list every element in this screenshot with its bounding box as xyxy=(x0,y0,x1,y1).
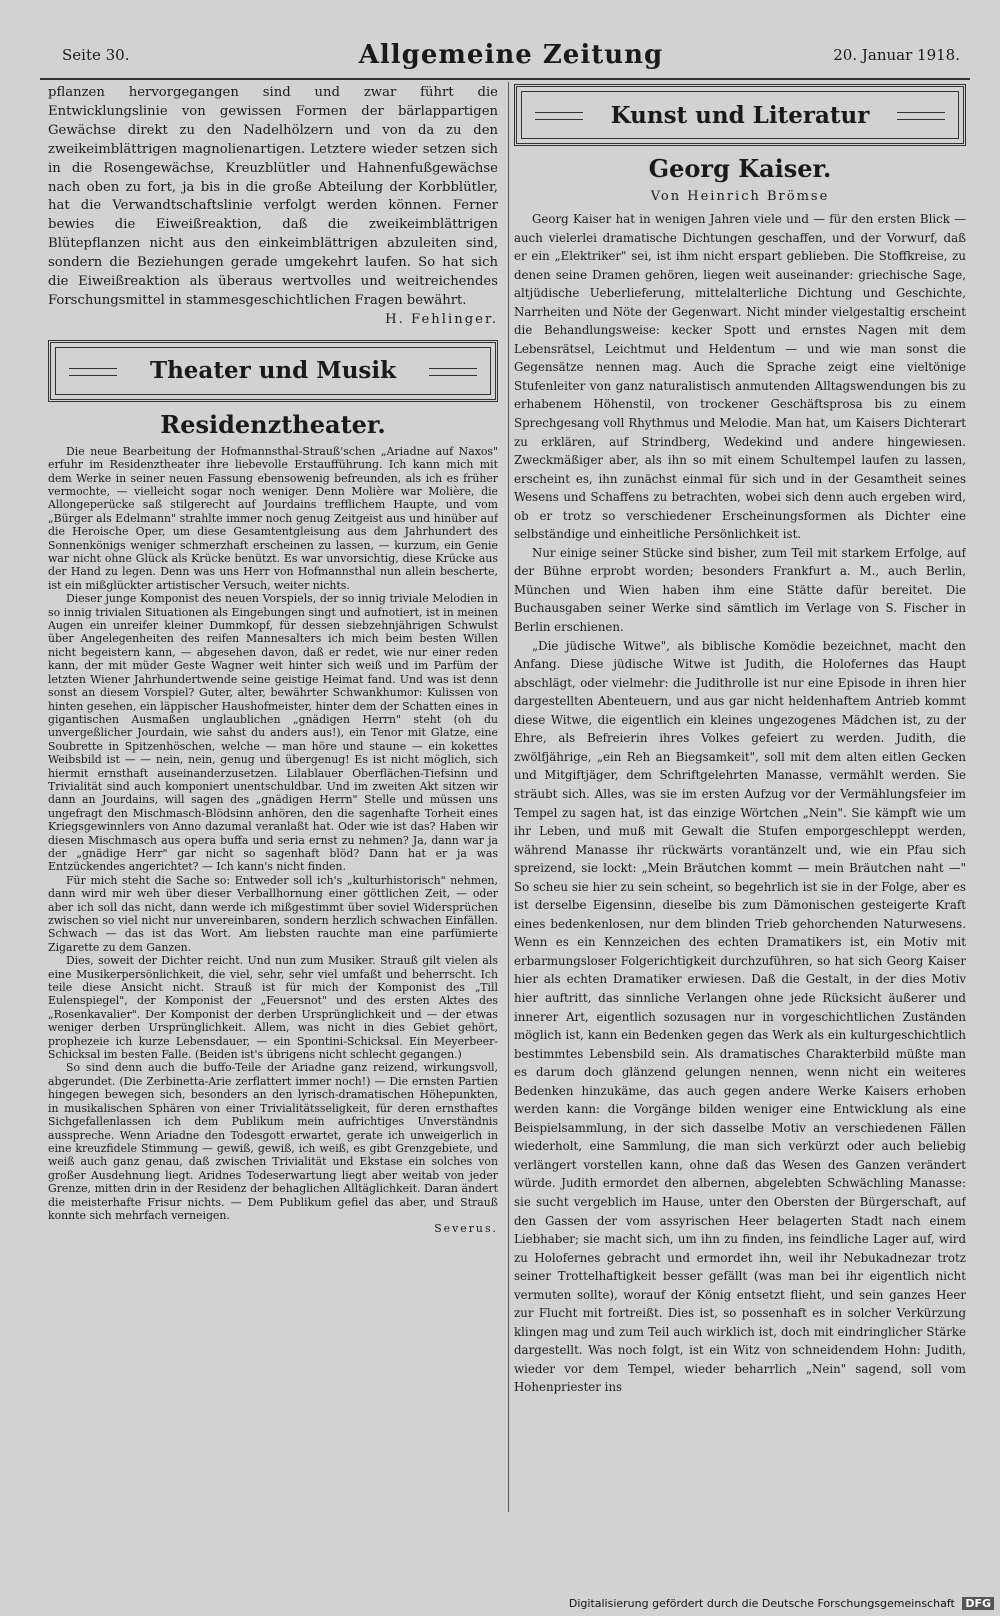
article-paragraph: Nur einige seiner Stücke sind bisher, zum Teil mit starkem Erfolge, auf der Bühne erprobt worden; besonders Frankfurt a. M., auch Berlin, München und Wien haben ihm eine Stätte dafür bereitet. Die Buchausgaben seiner Werke sind sämtlich im Verlage von S. Fischer in Berlin erschienen. xyxy=(514,545,966,635)
section-header-theater xyxy=(48,340,498,402)
credit-text: Digitalisierung gefördert durch die Deutsche Forschungsgemeinschaft xyxy=(568,1597,955,1610)
article-paragraph: „Die jüdische Witwe", als biblische Komödie bezeichnet, macht den Anfang. Diese jüdische Witwe ist Judith, die Holofernes das Haupt abschlägt, oder vielmehr: die Judithrolle ist nur eine Episode in ihren hier dargestellten Abenteuern, und aus gar nicht heldenhaftem Antrieb kommt diese Witwe, die eigentlich ein kleines ungezogenes Mädchen ist, zu der Ehre, als Befreierin ihres Volkes gefeiert zu werden. Judith, die zwölfjährige, „ein Reh an Biegsamkeit", soll mit dem alten eitlen Gecken und Mitgiftjäger, dem Schriftgelehrten Manasse, vermählt werden. Sie sträubt sich. Alles, was sie im ersten Aufzug vor der Vermählungsfeier im Tempel zu sagen hat, ist das einzige Wörtchen „Nein". Sie kämpft wie um ihr Leben, und muß mit Gewalt die Stufen emporgeschleppt werden, während Manasse ihr rückwärts vorantänzelt und, wie ein Pfau sich spreizend, sie lockt: „Mein Bräutchen kommt — mein Bräutchen naht —" So scheu sie hier zu sein scheint, so begehrlich ist sie in der Folge, aber es ist derselbe Eigensinn, dieselbe bis zum Dämonischen gesteigerte Kraft eines bedenkenlosen, nur dem blinden Trieb gehorchenden Naturwesens. Wenn es ein Kennzeichen des echten Dramatikers ist, ein Motiv mit erbarmungsloser Folgerichtigkeit durchzuführen, so hat sich Georg Kaiser hier als echten Dramatiker erwiesen. Daß die Gestalt, in der dies Motiv hier auftritt, das sinnliche Verlangen ohne jede Rücksicht äußerer und innerer Art, eigentlich sozusagen nur in vorgeschichtlichen Zuständen möglich ist, kann ein Bedenken gegen das Werk als ein kulturgeschichtlich bestimmtes Lebensbild sein. Als dramatisches Charakterbild müßte man es darum doch glänzend gelungen nennen, wenn nicht ein weiteres Bedenken hinzukäme, das auch gegen andere Werke Kaisers erhoben werden kann: die Vorgänge bilden weniger eine Entwicklung als eine Beispielsammlung, in der sich dasselbe Motiv an verschiedenen Fällen wiederholt, eine Sammlung, die man sich verkürzt oder auch beliebig verlängert vorstellen kann, ohne daß das Wesen des Ganzen verändert würde. Judith ermordet den albernen, abgelebten Schwächling Manasse: sie sucht vergeblich im Hause, unter den Obersten der Bürgerschaft, auf den Gassen der vom assyrischen Heer belagerten Stadt nach einem Liebhaber; sie macht sich, um ihn zu finden, ins feindliche Lager auf, wird zu Holofernes gebracht und ermordet ihn, weil ihr Nebukadnezar trotz seiner Trottelhaftigkeit besser gefällt (was man bei ihr eigentlich nicht vermuten sollte), worauf der König entsetzt flieht, und sein ganzes Heer zur Flucht mit fortreißt. Dies ist, so possenhaft es in solcher Verkürzung klingen mag und zum Teil auch wirklich ist, doch mit eindringlicher Stärke dargestellt. Was noch folgt, ist ein Witz von schneidendem Hohn: Judith, wieder vor dem Tempel, wieder beharrlich „Nein" sagend, soll vom Hohenpriester ins xyxy=(514,638,966,1395)
right-column xyxy=(514,84,966,1514)
article-paragraph: Dieser junge Komponist des neuen Vorspiels, der so innig triviale Melodien in so innig trivialen Situationen als Eingebungen singt und aufnotiert, ist in meinen Augen ein unreifer kleiner Dummkopf, für dessen siebzehnjährigen Schwulst über Angelegenheiten des reifen Mannesalters ich mich beim besten Willen nicht begeistern kann, — abgesehen davon, daß er redet, wie nur einer reden kann, der mit müder Geste Wagner weit hinter sich weiß und im Parfüm der letzten Wiener Jahrhundertwende seine geistige Heimat fand. Und was ist denn sonst an diesem Vorspiel? Guter, alter, bewährter Schwankhumor: Kulissen von hinten gesehen, ein läppischer Haushofmeister, hinter dem der Schatten eines in gigantischen Ausmaßen unglaublichen „gnädigen Herrn" steht (oh du unvergeßlicher Jourdain, wie sahst du anders aus!), ein Tenor mit Glatze, eine Soubrette in Spitzenhöschen, welche — man höre und staune — ein kokettes Weibsbild ist — — nein, nein, genug und übergenug! Es ist nicht möglich, sich hiermit ernsthaft auseinanderzusetzen. Lilablauer Oberflächen-Tiefsinn und Trivialität sind auch komponiert unentschuldbar. Und im zweiten Akt sitzen wir dann an Jourdains, will sagen des „gnädigen Herrn" Stelle und müssen uns ungefragt den Mischmasch-Blödsinn anhören, den die sagenhafte Torheit eines Kriegsgewinnlers von Anno dazumal veranlaßt hat. Oder wie ist das? Haben wir diesen Mischmasch aus opera buffa und seria ernst zu nehmen? Ja, dann war ja der „gnädige Herr" gar nicht so sagenhaft blöd? Dann hat er ja was Entzückendes angerichtet? — Ich kann's nicht finden. xyxy=(48,592,498,874)
article-paragraph: Georg Kaiser hat in wenigen Jahren viele und — für den ersten Blick — auch vielerlei dramatische Dichtungen geschaffen, und der Vorwurf, daß er ein „Elektriker" sei, ist ihm nicht erspart geblieben. Die Stoffkreise, zu denen seine Dramen gehören, liegen weit auseinander: griechische Sage, altjüdische Ueberlieferung, mittelalterliche Dichtung und Geschichte, Narrheiten und Nöte der Gegenwart. Nicht minder vielgestaltig erscheint die Behandlungsweise: kecker Spott und ernstes Nagen mit dem Lebensrätsel, Leichtmut und Heldentum — und wie man sonst die Gegensätze nennen mag. Auch die Sprache zeigt eine vieltönige Stufenleiter von ganz naturalistisch anmutenden Alltagswendungen bis zu erhabenem Höhenstil, von trockener Geschäftsprosa bis zu einem Sprechgesang voll Rhythmus und Melodie. Man hat, um Kaisers Dichterart zu erklären, auf Strindberg, Wedekind und andere hingewiesen. Zweckmäßiger aber, als ihn so mit einem Schultempel laufen zu lassen, erscheint es, ihn zunächst einmal für sich und in der Gesamtheit seines Wesens und Schaffens zu betrachten, wobei sich denn auch ergeben wird, ob er trotz so verschiedener Erscheinungsformen als Dichter eine selbständige und einheitliche Persönlichkeit ist. xyxy=(514,212,966,542)
byline: Von Heinrich Brömse xyxy=(650,189,830,204)
section-title: Kunst und Literatur xyxy=(599,102,882,129)
dfg-logo: DFG xyxy=(962,1597,994,1610)
masthead-rule xyxy=(40,78,970,80)
section-header-kunst xyxy=(514,84,966,146)
article-paragraph: So sind denn auch die buffo-Teile der Ariadne ganz reizend, wirkungsvoll, abgerundet. (Die Zerbinetta-Arie zerflattert immer noch!) — Die ernsten Partien hingegen bewegen sich, besonders an den lyrisch-dramatischen Höhepunkten, in musikalischen Sphären von einer Trivialitätsseligkeit, für deren ernsthaftes Sichgefallenlassen ich dem Publikum mein aufrichtiges Unverständnis ausspreche. Wenn Ariadne den Todesgott erwartet, gerate ich unweigerlich in eine kreuzfidele Stimmung — gewiß, gewiß, ich weiß, es gibt Grenzgebiete, und weiß auch ganz genau, daß zwischen Trivialität und Ekstase ein solches von großer Ausdehnung liegt. Aridnes Todeserwartung liegt aber weitab von jeder Grenze, mitten drin in der Residenz der behaglichen Alltäglichkeit. Daran ändert die meisterhafte Frisur nichts. — Dem Publikum gefiel das aber, und Strauß konnte sich mehrfach verneigen. xyxy=(48,1061,498,1222)
lead-signature: H. Fehlinger. xyxy=(385,311,498,327)
article-paragraph: Dies, soweit der Dichter reicht. Und nun zum Musiker. Strauß gilt vielen als eine Musikerpersönlichkeit, die viel, sehr, sehr viel umfaßt und beherrscht. Ich teile diese Ansicht nicht. Strauß ist für mich der Komponist des „Till Eulenspiegel", der Komponist der „Feuersnot" und des ersten Aktes des „Rosenkavalier". Der Komponist der derben Ursprünglichkeit und — der etwas weniger derben Ursprünglichkeit. Allem, was nicht in dies Gebiet gehört, prophezeie ich kurze Lebensdauer, — ein Spontini-Schicksal. Ein Meyerbeer-Schicksal im besten Falle. (Beiden ist's übrigens nicht schlecht gegangen.) xyxy=(48,954,498,1062)
masthead xyxy=(62,40,960,76)
section-title: Theater und Musik xyxy=(138,357,408,384)
page-number: Seite 30. xyxy=(62,46,130,64)
column-divider xyxy=(508,82,509,1512)
lead-paragraph: pflanzen hervorgegangen sind und zwar führt die Entwicklungslinie von gewissen Formen der bärlappartigen Gewächse direkt zu den Nadelhölzern und von da zu den zweikeimblättrigen magnolienartigen. Letztere wieder setzen sich in die Rosengewächse, Kreuzblütler und Hahnenfußgewächse nach oben zu fort, ja bis in die große Abteilung der Korbblütler, hat die Verwandtschaftslinie verfolgt werden können. Ferner bewies die Eiweißreaktion, daß die zweikeimblättrigen Blütepflanzen nicht aus den einkeimblättrigen abzuleiten sind, sondern die Beziehungen gerade umgekehrt laufen. So hat sich die Eiweißreaktion als überaus wertvolles und weitreichendes Forschungsmittel in stammesgeschichtlichen Fragen bewährt. xyxy=(48,85,498,308)
article-paragraph: Für mich steht die Sache so: Entweder soll ich's „kulturhistorisch" nehmen, dann wird mir weh über dieser Verballhornung einer göttlichen Zeit, — oder aber ich soll das nicht, dann werde ich mißgestimmt über soviel Widersprüchen zwischen so viel nicht nur unvereinbaren, sondern herzlich schwachen Einfällen. Schwach — das ist das Wort. Am liebsten rauchte man eine parfümierte Zigarette zu dem Ganzen. xyxy=(48,873,498,954)
newspaper-title: Allgemeine Zeitung xyxy=(358,40,664,70)
article-title: Georg Kaiser. xyxy=(648,154,832,183)
issue-date: 20. Januar 1918. xyxy=(833,46,960,64)
left-column xyxy=(48,84,498,1514)
article-title: Residenztheater. xyxy=(160,409,386,439)
article-signature: Severus. xyxy=(434,1222,498,1236)
digitization-credit xyxy=(569,1597,994,1610)
article-paragraph: Die neue Bearbeitung der Hofmannsthal-Strauß'schen „Ariadne auf Naxos" erfuhr im Residenztheater ihre liebevolle Erstaufführung. Ich kann mich mit dem Werke in seiner neuen Fassung ebensowenig befreunden, als ich es früher vermochte, — vielleicht sogar noch weniger. Denn Molière war Molière, die Allongeperücke saß stilgerecht auf Jourdains trefflichem Haupte, und vom „Bürger als Edelmann" strahlte immer noch genug Zeitgeist aus und hinüber auf die Heroische Oper, um diese Gesamtentgleisung aus dem Jahrhundert des Sonnenkönigs weniger schmerzhaft erscheinen zu lassen, — kurzum, ein Genie war nicht ohne Glück als Krücke benützt. Es war unvorsichtig, diese Krücke aus der Hand zu legen. Denn was uns Herr von Hofmannsthal nun allein bescherte, ist ein mißglückter artistischer Versuch, weiter nichts. xyxy=(48,444,498,592)
